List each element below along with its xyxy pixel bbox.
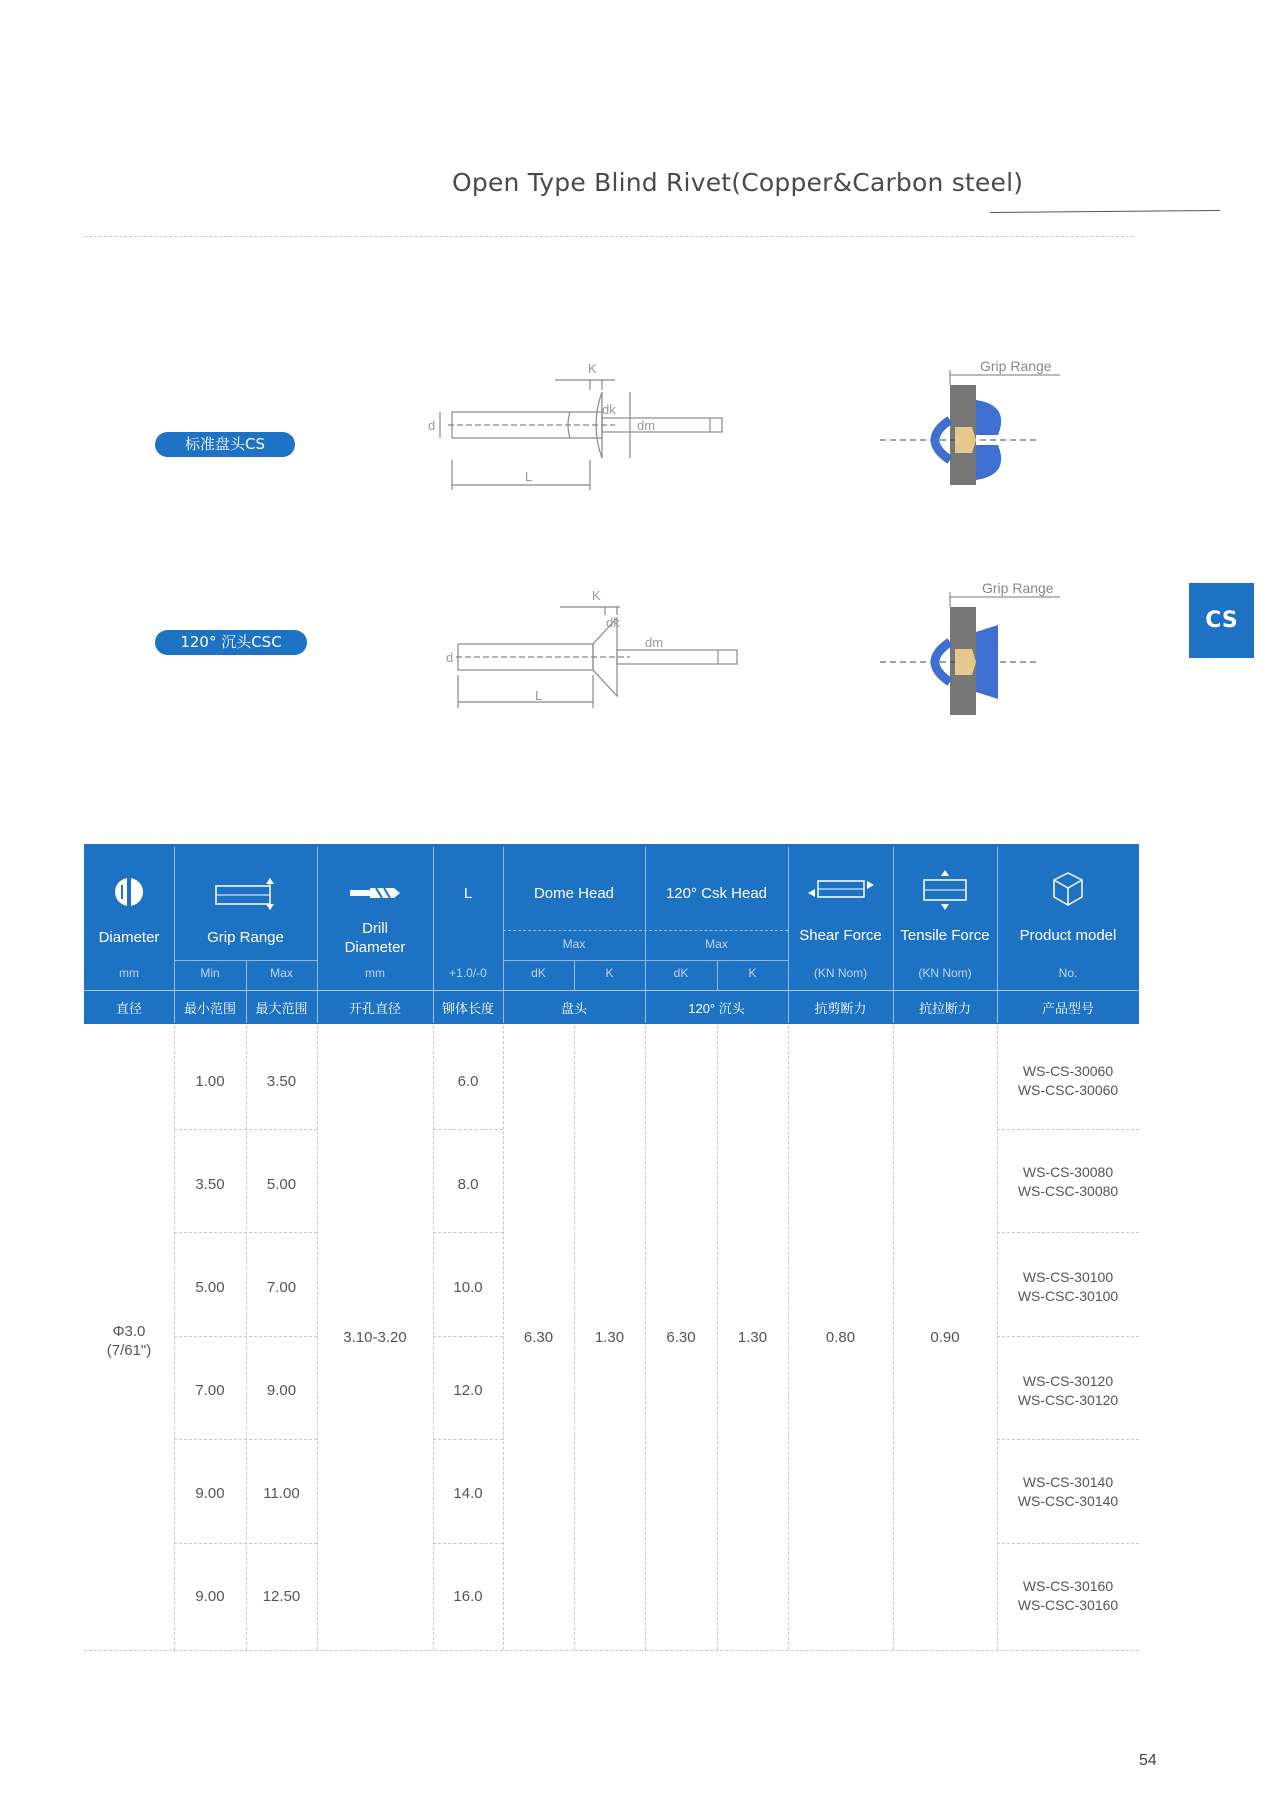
header-drill-unit: mm xyxy=(365,966,385,980)
header-shear-cn: 抗剪断力 xyxy=(814,1001,867,1016)
label-grip-range: Grip Range xyxy=(980,358,1052,374)
grip-max: 7.00 xyxy=(266,1279,297,1296)
csk-head-rivet-drawing xyxy=(446,560,750,710)
header-dome-cn: 盘头 xyxy=(560,1001,587,1016)
header-model-cn: 产品型号 xyxy=(1041,1001,1094,1016)
body-divider xyxy=(997,1543,1139,1544)
label-dk: dk xyxy=(602,402,616,417)
header-divider xyxy=(503,847,504,1023)
label-k: K xyxy=(588,361,597,376)
body-divider xyxy=(433,1026,434,1650)
header-diameter-unit: mm xyxy=(119,966,139,980)
model-cs: WS-CS-30140 xyxy=(1022,1474,1114,1490)
header-diameter: Diameter xyxy=(98,929,160,946)
body-divider xyxy=(433,1543,503,1544)
product-model xyxy=(997,1473,1139,1511)
header-dome-k: K xyxy=(605,966,614,980)
header-divider xyxy=(645,847,646,1023)
header-tensile-cn: 抗拉断力 xyxy=(918,1001,971,1016)
body-divider xyxy=(174,1232,317,1233)
model-cs: WS-CS-30060 xyxy=(1022,1063,1114,1079)
label-dm: dm xyxy=(637,418,656,433)
header-divider xyxy=(433,847,434,1023)
grip-range-drawing-csc xyxy=(870,577,1070,727)
model-csc: WS-CSC-30120 xyxy=(1017,1392,1119,1408)
body-divider xyxy=(997,1026,998,1650)
model-cs: WS-CS-30100 xyxy=(1022,1269,1114,1285)
product-model xyxy=(997,1163,1139,1201)
header-csk-max: Max xyxy=(705,937,728,951)
product-model xyxy=(997,1577,1139,1615)
label-dk: dk xyxy=(606,615,620,630)
length-value: 14.0 xyxy=(453,1485,483,1502)
grip-range-icon xyxy=(174,876,317,917)
tensile-value: 0.90 xyxy=(930,1329,960,1346)
length-value: 12.0 xyxy=(453,1382,483,1399)
product-box-icon xyxy=(997,870,1139,913)
label-l: L xyxy=(535,688,543,703)
body-divider xyxy=(433,1232,503,1233)
header-shear-force: Shear Force xyxy=(799,927,882,944)
header-length-cn: 铆体长度 xyxy=(441,1001,494,1016)
body-divider xyxy=(997,1439,1139,1440)
body-divider xyxy=(433,1336,503,1337)
diameter-metric: Φ3.0 xyxy=(112,1323,146,1340)
header-grip-range: Grip Range xyxy=(207,929,284,946)
header-tensile-force: Tensile Force xyxy=(900,927,990,944)
model-cs: WS-CS-30120 xyxy=(1022,1373,1114,1389)
diameter-value xyxy=(84,1322,174,1360)
grip-min: 1.00 xyxy=(195,1073,225,1090)
body-divider xyxy=(997,1336,1139,1337)
body-divider xyxy=(174,1026,175,1650)
label-d: d xyxy=(428,418,436,433)
body-divider xyxy=(433,1129,503,1130)
header-dome-max: Max xyxy=(562,937,586,951)
model-csc: WS-CSC-30080 xyxy=(1017,1183,1119,1199)
header-length: L xyxy=(463,885,473,902)
header-grip-min: Min xyxy=(200,966,220,980)
label-dm: dm xyxy=(645,635,664,650)
drill-value: 3.10-3.20 xyxy=(343,1329,407,1346)
grip-min: 7.00 xyxy=(195,1382,225,1399)
grip-max: 9.00 xyxy=(266,1382,297,1399)
dome-dk-value: 6.30 xyxy=(523,1329,554,1346)
header-drill-2: Diameter xyxy=(344,939,406,956)
length-value: 8.0 xyxy=(457,1176,479,1193)
body-divider xyxy=(997,1129,1139,1130)
product-model xyxy=(997,1062,1139,1100)
header-csk-dk: dK xyxy=(673,966,689,980)
product-model xyxy=(997,1268,1139,1306)
body-divider xyxy=(174,1336,317,1337)
header-divider xyxy=(174,960,317,961)
header-drill-cn: 开孔直径 xyxy=(348,1001,401,1016)
diameter-imperial: (7/61") xyxy=(106,1342,152,1359)
model-csc: WS-CSC-30100 xyxy=(1017,1288,1119,1304)
page-title: Open Type Blind Rivet(Copper&Carbon steel) xyxy=(452,168,1024,197)
model-cs: WS-CS-30080 xyxy=(1022,1164,1114,1180)
body-divider xyxy=(174,1543,317,1544)
header-csk-k: K xyxy=(748,966,757,980)
csk-k-value: 1.30 xyxy=(737,1329,768,1346)
length-value: 6.0 xyxy=(457,1073,479,1090)
header-shear-unit: (KN Nom) xyxy=(813,966,868,980)
drill-icon xyxy=(317,885,433,906)
header-product-model: Product model xyxy=(1019,927,1117,944)
page-number: 54 xyxy=(1139,1752,1157,1769)
csk-dk-value: 6.30 xyxy=(666,1329,696,1346)
diameter-icon xyxy=(84,875,174,914)
type-pill-csc: 120° 沉头CSC xyxy=(155,630,307,655)
shear-value: 0.80 xyxy=(825,1329,856,1346)
grip-max: 12.50 xyxy=(262,1588,301,1605)
label-d: d xyxy=(446,650,454,665)
model-csc: WS-CSC-30160 xyxy=(1017,1597,1119,1613)
body-divider xyxy=(433,1439,503,1440)
body-divider xyxy=(174,1129,317,1130)
top-divider xyxy=(84,236,1134,237)
header-csk-cn: 120° 沉头 xyxy=(688,1001,745,1016)
header-grip-max-cn: 最大范围 xyxy=(255,1001,308,1016)
header-divider xyxy=(503,960,788,961)
header-tensile-unit: (KN Nom) xyxy=(918,966,972,980)
grip-max: 5.00 xyxy=(266,1176,297,1193)
header-csk-head: 120° Csk Head xyxy=(665,885,768,902)
header-divider xyxy=(503,930,788,931)
title-rule xyxy=(990,210,1220,213)
tensile-force-icon xyxy=(893,868,997,917)
header-dome-head: Dome Head xyxy=(533,885,615,902)
length-value: 16.0 xyxy=(453,1588,483,1605)
model-cs: WS-CS-30160 xyxy=(1022,1578,1114,1594)
header-model-unit: No. xyxy=(1058,966,1078,980)
label-l: L xyxy=(525,469,533,484)
label-grip-range: Grip Range xyxy=(982,580,1054,596)
header-diameter-cn: 直径 xyxy=(115,1001,142,1016)
header-dome-dk: dK xyxy=(531,966,546,980)
header-grip-max: Max xyxy=(270,966,293,980)
grip-min: 9.00 xyxy=(195,1485,225,1502)
grip-range-drawing-cs xyxy=(870,355,1070,505)
header-divider xyxy=(84,990,1139,991)
header-grip-min-cn: 最小范围 xyxy=(183,1001,236,1016)
grip-max: 11.00 xyxy=(263,1485,300,1502)
model-csc: WS-CSC-30140 xyxy=(1017,1493,1119,1509)
grip-min: 9.00 xyxy=(195,1588,225,1605)
header-drill: Drill xyxy=(362,920,388,937)
dome-k-value: 1.30 xyxy=(594,1329,625,1346)
model-csc: WS-CSC-30060 xyxy=(1017,1082,1119,1098)
dome-head-rivet-drawing xyxy=(428,360,740,500)
body-divider xyxy=(246,1026,247,1650)
type-pill-cs: 标准盘头CS xyxy=(155,432,295,457)
length-value: 10.0 xyxy=(453,1279,483,1296)
bottom-divider xyxy=(84,1650,1139,1651)
product-model xyxy=(997,1372,1139,1410)
section-tab: CS xyxy=(1189,583,1254,658)
body-divider xyxy=(997,1232,1139,1233)
grip-min: 5.00 xyxy=(195,1279,225,1296)
grip-max: 3.50 xyxy=(266,1073,297,1090)
body-divider xyxy=(174,1439,317,1440)
grip-min: 3.50 xyxy=(195,1176,225,1193)
shear-force-icon xyxy=(788,877,893,906)
header-length-tol: +1.0/-0 xyxy=(449,966,487,980)
label-k: K xyxy=(592,588,601,603)
